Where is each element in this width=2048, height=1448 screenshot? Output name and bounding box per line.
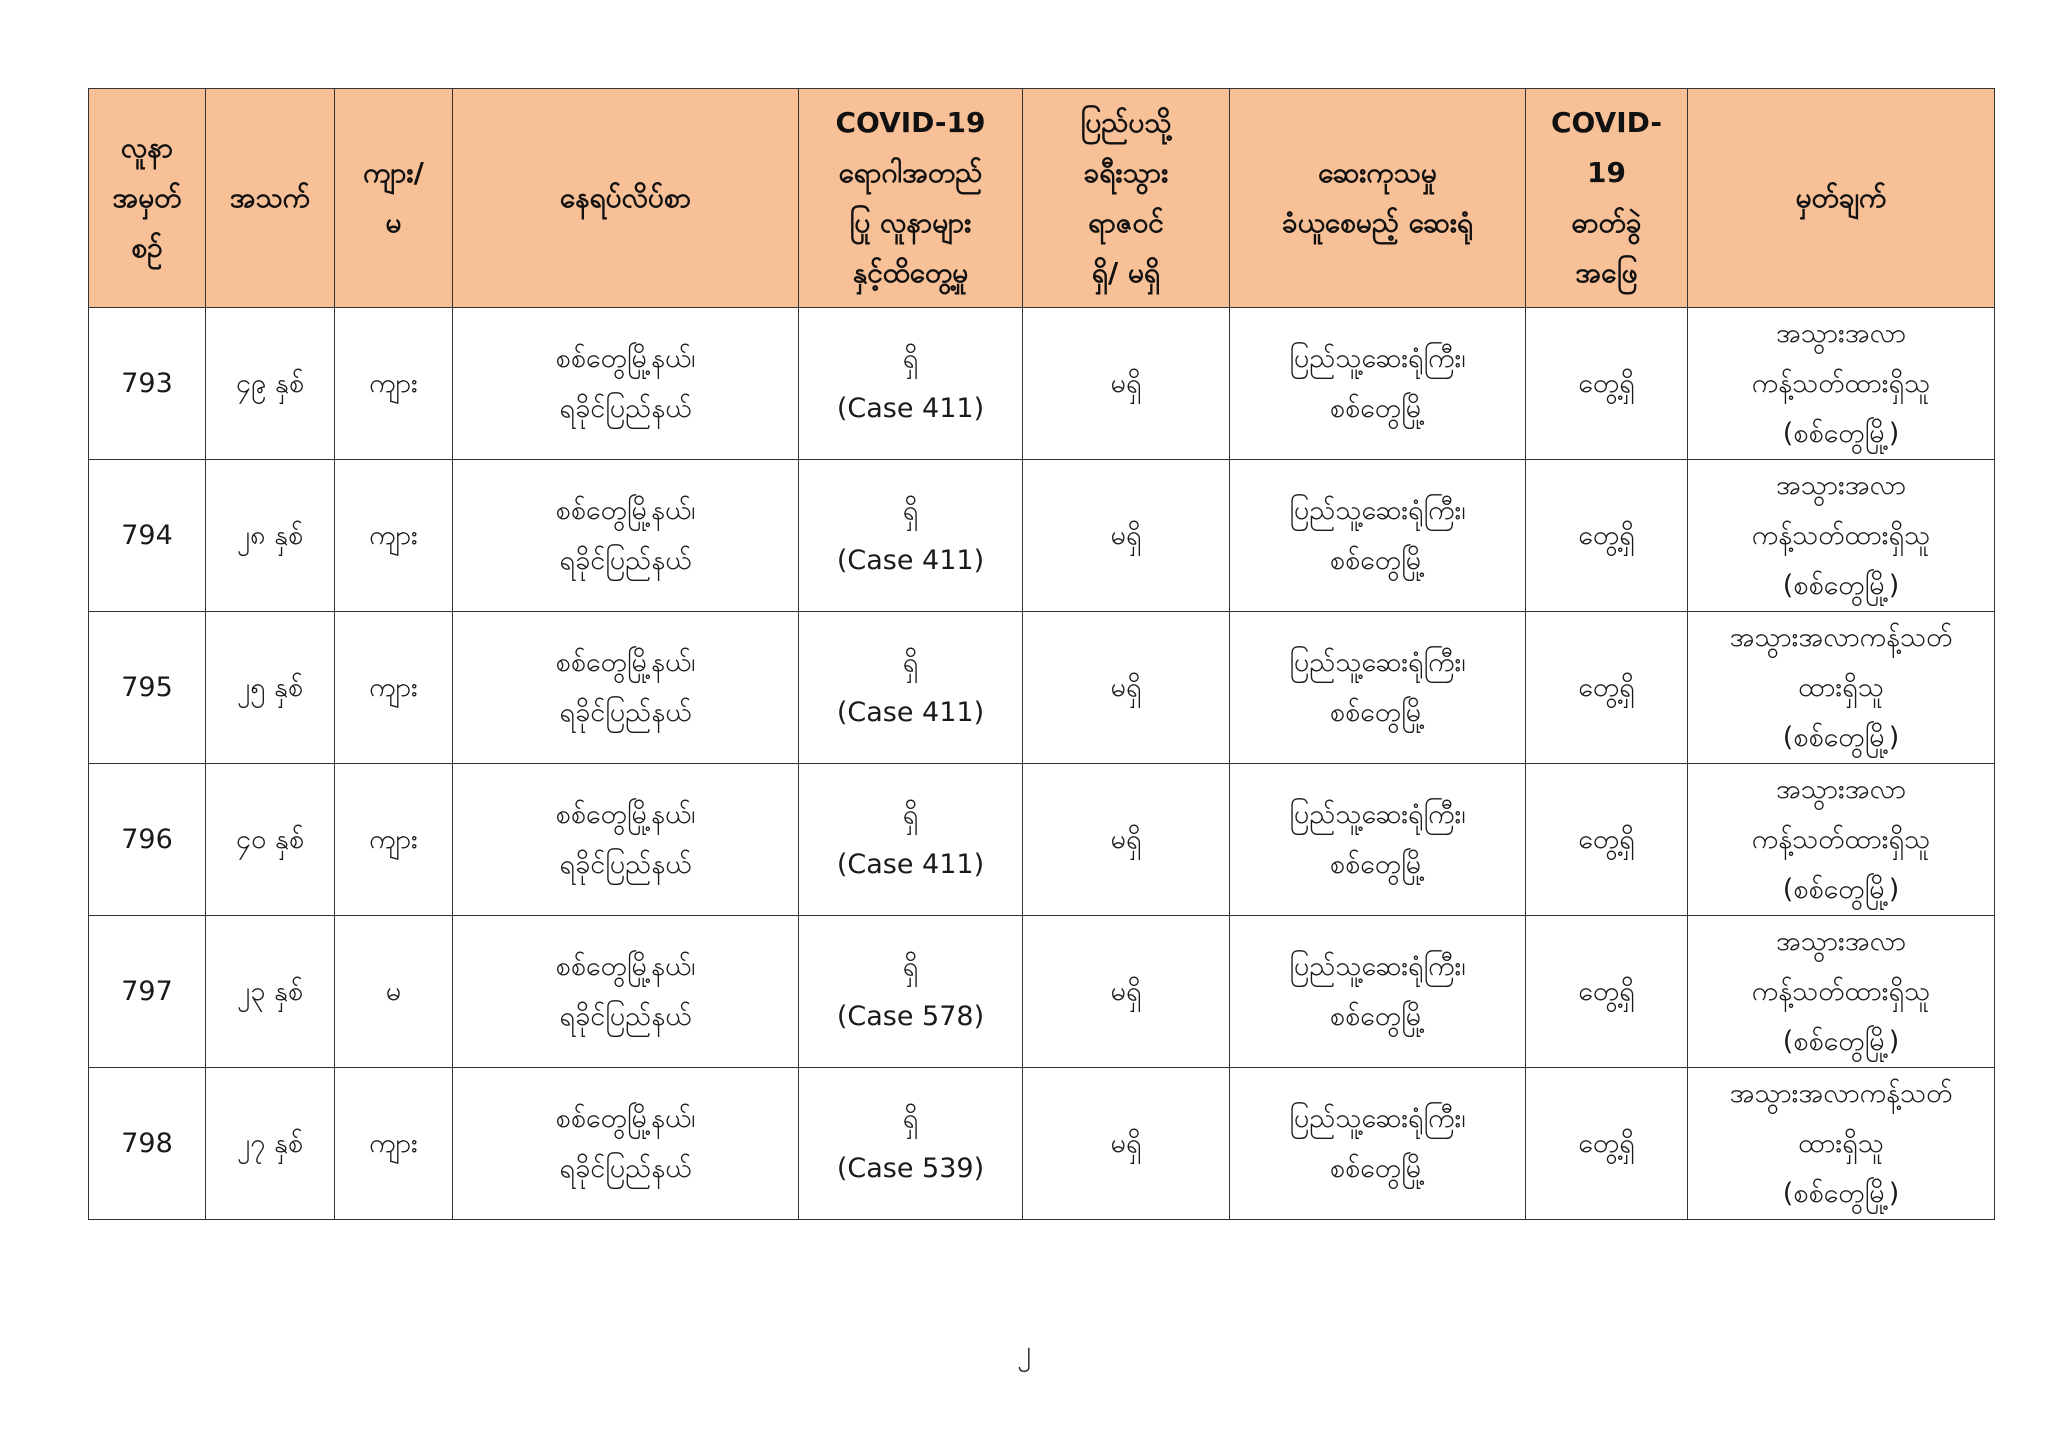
header-text: ရာဇဝင်: [1088, 206, 1164, 239]
cell-age: ၄၉ နှစ်: [206, 308, 335, 460]
cell-remark-line: (စစ်တွေမြို့): [1782, 1025, 1900, 1057]
cell-remark-line: အသွားအလာ: [1775, 925, 1907, 957]
cell-age: ၂၅ နှစ်: [206, 612, 335, 764]
cell-remark-line: အသွားအလာ: [1775, 317, 1907, 349]
cell-travel: မရှိ: [1023, 764, 1230, 916]
table-row: [89, 612, 1995, 764]
header-text: နှင့်ထိတွေ့မှု: [852, 256, 969, 289]
cell-contact: [799, 916, 1023, 1068]
cell-contact: [799, 460, 1023, 612]
cell-hospital-line: စစ်တွေမြို့: [1329, 392, 1426, 424]
cell-contact-line: (Case 578): [836, 1000, 985, 1032]
cell-hospital-line: ပြည်သူ့ဆေးရုံကြီး၊: [1289, 950, 1466, 982]
header-text: အသက်: [229, 181, 311, 214]
cell-age: ၄၀ နှစ်: [206, 764, 335, 916]
cell-hospital-line: ပြည်သူ့ဆေးရုံကြီး၊: [1289, 646, 1466, 678]
cell-address: [453, 1068, 799, 1220]
cell-sex: ကျား: [335, 612, 453, 764]
cell-case-no: 798: [89, 1068, 206, 1220]
cell-remark: [1688, 764, 1995, 916]
cell-address-line: စစ်တွေမြို့နယ်၊: [555, 950, 696, 982]
cell-hospital: [1230, 1068, 1526, 1220]
cell-hospital-line: ပြည်သူ့ဆေးရုံကြီး၊: [1289, 798, 1466, 830]
cell-result: တွေ့ရှိ: [1526, 916, 1688, 1068]
header-text: ရောဂါအတည်: [838, 156, 983, 189]
cell-remark-line: (စစ်တွေမြို့): [1782, 721, 1900, 753]
cell-remark-line: အသွားအလာကန့်သတ်: [1729, 1077, 1953, 1109]
cell-result: တွေ့ရှိ: [1526, 764, 1688, 916]
page-number: ၂: [1017, 1334, 1031, 1367]
cell-contact-line: (Case 411): [836, 544, 985, 576]
header-text: ပြု လူနာများ: [849, 206, 972, 239]
col-header-travel-history: [1023, 89, 1230, 308]
col-header-case-no: [89, 89, 206, 308]
cell-case-no: 797: [89, 916, 206, 1068]
cell-result: တွေ့ရှိ: [1526, 308, 1688, 460]
header-text: စဉ်: [131, 231, 163, 264]
cell-result: တွေ့ရှိ: [1526, 1068, 1688, 1220]
cell-contact-line: (Case 411): [836, 848, 985, 880]
header-text: ဓာတ်ခွဲ: [1571, 206, 1642, 239]
cell-age: ၂၈ နှစ်: [206, 460, 335, 612]
cell-hospital-line: စစ်တွေမြို့: [1329, 1000, 1426, 1032]
cell-address-line: စစ်တွေမြို့နယ်၊: [555, 342, 696, 374]
header-text: အမှတ်: [112, 181, 182, 214]
covid-case-table: [88, 88, 1995, 1220]
header-text: မှတ်ချက်: [1795, 181, 1887, 214]
cell-contact-line: ရှိ: [902, 798, 919, 830]
header-text: ဆေးကုသမှု: [1318, 156, 1437, 189]
cell-remark-line: ထားရှိသူ: [1798, 671, 1884, 703]
cell-contact-line: ရှိ: [902, 494, 919, 526]
cell-remark: [1688, 460, 1995, 612]
cell-hospital-line: ပြည်သူ့ဆေးရုံကြီး၊: [1289, 342, 1466, 374]
cell-sex: ကျား: [335, 460, 453, 612]
cell-address-line: ရခိုင်ပြည်နယ်: [559, 848, 692, 880]
col-header-contact: [799, 89, 1023, 308]
cell-hospital: [1230, 612, 1526, 764]
cell-remark: [1688, 308, 1995, 460]
cell-remark-line: ကန့်သတ်ထားရှိသူ: [1751, 519, 1931, 551]
header-text: ကျား/: [363, 156, 424, 189]
cell-case-no: 794: [89, 460, 206, 612]
cell-hospital-line: စစ်တွေမြို့: [1329, 696, 1426, 728]
table-row: [89, 308, 1995, 460]
header-text: ခရီးသွား: [1083, 156, 1169, 189]
col-header-hospital: [1230, 89, 1526, 308]
col-header-address: [453, 89, 799, 308]
cell-hospital-line: စစ်တွေမြို့: [1329, 544, 1426, 576]
cell-address: [453, 612, 799, 764]
cell-hospital-line: စစ်တွေမြို့: [1329, 1152, 1426, 1184]
col-header-sex: [335, 89, 453, 308]
header-text: COVID-19: [835, 106, 986, 139]
cell-address: [453, 764, 799, 916]
header-row: [89, 89, 1995, 308]
cell-address-line: စစ်တွေမြို့နယ်၊: [555, 798, 696, 830]
cell-remark-line: (စစ်တွေမြို့): [1782, 569, 1900, 601]
cell-remark: [1688, 612, 1995, 764]
cell-result: တွေ့ရှိ: [1526, 612, 1688, 764]
header-text: COVID-19: [1550, 106, 1663, 189]
cell-contact: [799, 1068, 1023, 1220]
cell-travel: မရှိ: [1023, 308, 1230, 460]
cell-remark: [1688, 916, 1995, 1068]
table-row: [89, 764, 1995, 916]
cell-address-line: ရခိုင်ပြည်နယ်: [559, 544, 692, 576]
cell-remark-line: ထားရှိသူ: [1798, 1127, 1884, 1159]
cell-hospital: [1230, 764, 1526, 916]
cell-contact-line: ရှိ: [902, 646, 919, 678]
cell-contact-line: (Case 411): [836, 392, 985, 424]
cell-address: [453, 460, 799, 612]
table-row: [89, 460, 1995, 612]
cell-sex: ကျား: [335, 764, 453, 916]
cell-remark-line: ကန့်သတ်ထားရှိသူ: [1751, 823, 1931, 855]
cell-hospital: [1230, 460, 1526, 612]
cell-hospital-line: ပြည်သူ့ဆေးရုံကြီး၊: [1289, 494, 1466, 526]
cell-contact-line: (Case 411): [836, 696, 985, 728]
cell-result: တွေ့ရှိ: [1526, 460, 1688, 612]
cell-remark: [1688, 1068, 1995, 1220]
cell-remark-line: (စစ်တွေမြို့): [1782, 417, 1900, 449]
cell-remark-line: (စစ်တွေမြို့): [1782, 873, 1900, 905]
cell-hospital-line: စစ်တွေမြို့: [1329, 848, 1426, 880]
header-text: ခံယူစေမည့် ဆေးရုံ: [1281, 206, 1474, 239]
cell-address-line: စစ်တွေမြို့နယ်၊: [555, 1102, 696, 1134]
header-text: လူနာ: [120, 131, 174, 164]
table-row: [89, 1068, 1995, 1220]
cell-hospital: [1230, 308, 1526, 460]
cell-travel: မရှိ: [1023, 1068, 1230, 1220]
table-header: [89, 89, 1995, 308]
header-text: နေရပ်လိပ်စာ: [559, 181, 692, 214]
cell-remark-line: အသွားအလာ: [1775, 469, 1907, 501]
cell-address-line: ရခိုင်ပြည်နယ်: [559, 696, 692, 728]
cell-address: [453, 308, 799, 460]
cell-contact: [799, 308, 1023, 460]
cell-sex: မ: [335, 916, 453, 1068]
cell-contact: [799, 764, 1023, 916]
header-text: မ: [385, 206, 402, 239]
cell-contact-line: ရှိ: [902, 950, 919, 982]
table-row: [89, 916, 1995, 1068]
cell-remark-line: အသွားအလာ: [1775, 773, 1907, 805]
header-text: ပြည်ပသို့: [1080, 106, 1172, 139]
cell-sex: ကျား: [335, 1068, 453, 1220]
cell-address-line: ရခိုင်ပြည်နယ်: [559, 392, 692, 424]
cell-address-line: ရခိုင်ပြည်နယ်: [559, 1000, 692, 1032]
cell-travel: မရှိ: [1023, 460, 1230, 612]
cell-remark-line: ကန့်သတ်ထားရှိသူ: [1751, 367, 1931, 399]
cell-case-no: 795: [89, 612, 206, 764]
col-header-lab-result: [1526, 89, 1688, 308]
cell-case-no: 793: [89, 308, 206, 460]
cell-address: [453, 916, 799, 1068]
cell-sex: ကျား: [335, 308, 453, 460]
cell-address-line: စစ်တွေမြို့နယ်၊: [555, 494, 696, 526]
cell-address-line: စစ်တွေမြို့နယ်၊: [555, 646, 696, 678]
cell-remark-line: အသွားအလာကန့်သတ်: [1729, 621, 1953, 653]
cell-travel: မရှိ: [1023, 612, 1230, 764]
cell-hospital: [1230, 916, 1526, 1068]
col-header-remark: [1688, 89, 1995, 308]
cell-contact-line: ရှိ: [902, 342, 919, 374]
table-body: [89, 308, 1995, 1220]
cell-case-no: 796: [89, 764, 206, 916]
cell-remark-line: ကန့်သတ်ထားရှိသူ: [1751, 975, 1931, 1007]
cell-age: ၂၇ နှစ်: [206, 1068, 335, 1220]
cell-hospital-line: ပြည်သူ့ဆေးရုံကြီး၊: [1289, 1102, 1466, 1134]
cell-age: ၂၃ နှစ်: [206, 916, 335, 1068]
header-text: အဖြေ: [1575, 256, 1638, 289]
cell-contact: [799, 612, 1023, 764]
cell-remark-line: (စစ်တွေမြို့): [1782, 1177, 1900, 1209]
cell-contact-line: ရှိ: [902, 1102, 919, 1134]
cell-contact-line: (Case 539): [836, 1152, 985, 1184]
cell-travel: မရှိ: [1023, 916, 1230, 1068]
header-text: ရှိ/ မရှိ: [1091, 256, 1161, 289]
cell-address-line: ရခိုင်ပြည်နယ်: [559, 1152, 692, 1184]
col-header-age: [206, 89, 335, 308]
